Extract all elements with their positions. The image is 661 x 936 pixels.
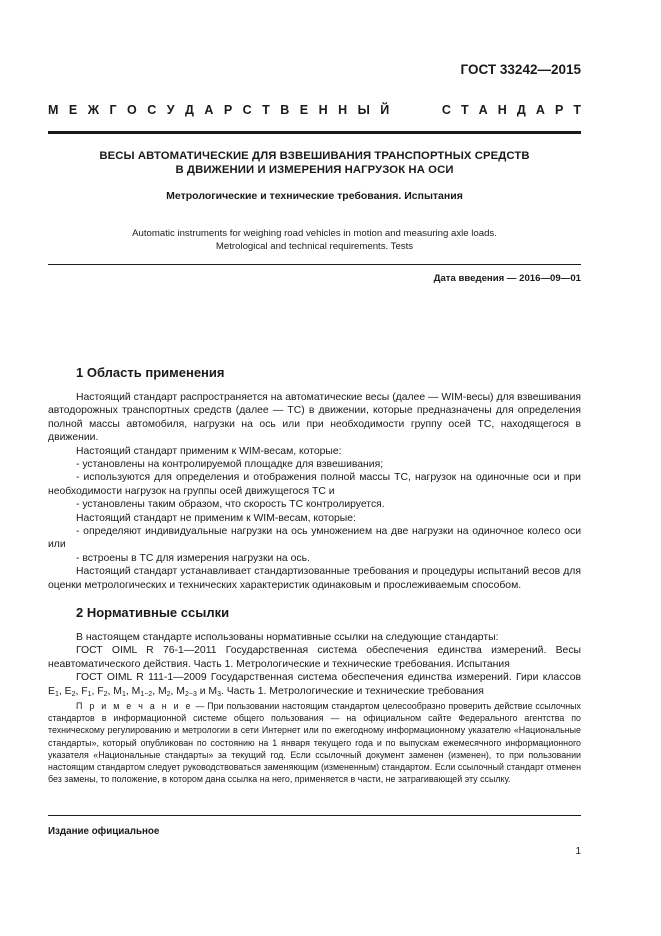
reference-item: ГОСТ OIML R 111-1—2009 Государственная система обеспечения единства измерений. Гири классов $E_1$, $E_2$, $F_1$, $F_2$, $M_1$, $M_{1-2}$, $M_2$, $M_{2-3}$ и $M_3$. Часть 1. Метрологические и технические требования <box>48 672 581 698</box>
document-title <box>48 149 581 177</box>
standard-code: ГОСТ 33242—2015 <box>460 62 581 77</box>
document-subtitle: Метрологические и технические требования. Испытания <box>166 190 463 202</box>
list-item: - установлены на контролируемой площадке для взвешивания; <box>76 459 384 471</box>
list-item: - установлены таким образом, что скорость ТС контролируется. <box>76 499 385 511</box>
paragraph: Настоящий стандарт не применим к WIM-весам, которые: <box>76 512 356 524</box>
edition-label: Издание официальное <box>48 826 160 837</box>
footer-rule <box>48 815 581 816</box>
note-text: — При пользовании настоящим стандартом целесообразно проверить действие ссылочных стандартов в информационной системе общего пользования — на официальном сайте Федерального агентства по техническому регулированию и метрологии в сети Интернет или по ежегодному информационному указателю «Национальные стандарты», который опубликован по состоянию на 1 января текущего года и по выпускам ежемесячного информационного указателя «Национальные стандарты» за текущий год. Если ссылочный документ заменен (изменен), то при пользовании настоящим стандартом следует руководствоваться заменяющим (измененным) стандартом. Если ссылочный стандарт отменен без замены, то положение, в котором дана ссылка на него, применяется в части, не затрагивающей эту ссылку. <box>48 701 581 785</box>
paragraph: Настоящий стандарт распространяется на автоматические весы (далее — WIM-весы) для взвешивания автодорожных транспортных средств (далее — ТС) в движении, которые предназначены для определения полной массы автомобиля, нагрузки на ось или при необходимости группу осей ТС, находящегося в движении. <box>48 392 581 444</box>
section-2-heading: 2 Нормативные ссылки <box>76 605 230 620</box>
note-label: П р и м е ч а н и е <box>76 701 193 711</box>
title-line-2: В ДВИЖЕНИИ И ИЗМЕРЕНИЯ НАГРУЗОК НА ОСИ <box>175 164 454 176</box>
list-item: - встроены в ТС для измерения нагрузки на ось. <box>76 552 310 564</box>
section-1-body <box>48 391 581 592</box>
paragraph: Настоящий стандарт устанавливает стандартизованные требования и процедуры испытаний весов для оценки метрологических и технических характеристик одинаковым и прослеживаемым способом. <box>48 566 581 591</box>
standard-type-banner <box>48 103 581 117</box>
english-title-line-2: Metrological and technical requirements. Tests <box>215 241 414 252</box>
english-title-line-1: Automatic instruments for weighing road vehicles in motion and measuring axle loads. <box>132 228 497 239</box>
list-item: - определяют индивидуальные нагрузки на ось умножением на две нагрузки на одиночное колесо оси или <box>48 526 581 551</box>
header-rule <box>48 131 581 134</box>
reference-item: ГОСТ OIML R 76-1—2011 Государственная система обеспечения единства измерений. Весы неавтоматического действия. Часть 1. Метрологические и технические требования. Испытания <box>48 645 581 670</box>
section-1-heading: 1 Область применения <box>76 365 225 380</box>
banner-interstate: М Е Ж Г О С У Д А Р С Т В Е Н Н Ы Й <box>48 103 390 117</box>
paragraph: В настоящем стандарте использованы нормативные ссылки на следующие стандарты: <box>76 632 499 643</box>
page-number: 1 <box>575 846 581 857</box>
section-2-body <box>48 631 581 701</box>
english-title <box>48 227 581 253</box>
paragraph: Настоящий стандарт применим к WIM-весам, которые: <box>76 445 342 457</box>
note <box>48 700 581 785</box>
intro-date: Дата введения — 2016—09—01 <box>433 273 581 284</box>
banner-standard: С Т А Н Д А Р Т <box>441 103 581 117</box>
title-rule <box>48 264 581 265</box>
title-line-1: ВЕСЫ АВТОМАТИЧЕСКИЕ ДЛЯ ВЗВЕШИВАНИЯ ТРАНСПОРТНЫХ СРЕДСТВ <box>99 150 530 162</box>
list-item: - используются для определения и отображения полной массы ТС, нагрузок на одиночные оси и при необходимости нагрузок на группы осей движущегося ТС и <box>48 472 581 497</box>
